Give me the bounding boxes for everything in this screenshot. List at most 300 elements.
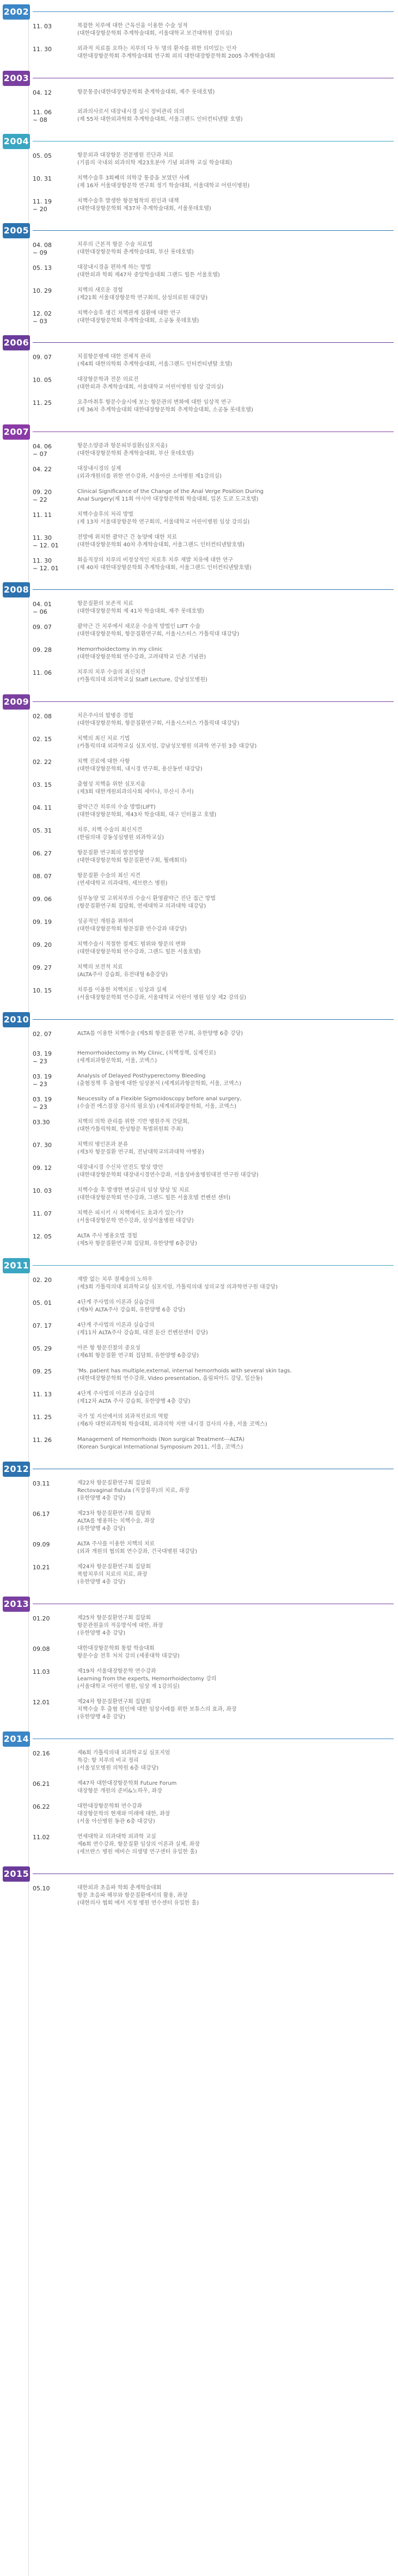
entry-line: (외과개원의를 위한 연수강좌, 서울아산 소아병원 제1강의실): [77, 473, 222, 479]
entry-spacer: [0, 981, 398, 985]
entry-spacer: [0, 663, 398, 667]
entry-date: 04. 11: [33, 804, 52, 811]
entry-description: [77, 1614, 391, 1637]
entry-line: (대한대장항문학회 연수강좌, 그랜드 힐튼 서울호텔 컨벤션 센터): [77, 1195, 231, 1201]
entry-description: [77, 1187, 391, 1202]
entry-line: 제23차 항문질환연구회 집담회: [77, 1511, 151, 1517]
entry-line: Rectovaginal fistula (직장질루)의 치료, 좌장: [77, 1488, 189, 1494]
entry-line: (ALTA주사 강습회, 유전대형 6층강당): [77, 972, 168, 978]
timeline-entry: [0, 486, 398, 505]
entry-spacer: [0, 1407, 398, 1412]
timeline-entry: [0, 509, 398, 528]
entry-description: [77, 827, 391, 842]
entry-description: [77, 918, 391, 933]
entry-date: 03. 19 ~ 23: [33, 1096, 52, 1111]
timeline-entry: [0, 1366, 398, 1384]
entry-line: (제6차 대한외과학회 학술대회, 외과의학 지란 내시경 검사의 사용, 서울 코엑스): [77, 1421, 267, 1427]
entry-line: 대장항문학과 전문 의료진: [77, 377, 139, 383]
entry-line: Neucessity of a Flexible Sigmoidoscopy before anal surgery,: [77, 1096, 242, 1102]
entry-line: 치핵의 의학 관리를 위한 기반 병원주적 간담회,: [77, 1119, 189, 1125]
entry-line: 대한대장항문학회 통합 학술대회: [77, 1646, 155, 1651]
entry-spacer: [0, 214, 398, 219]
timeline-entry: [0, 802, 398, 821]
year-divider: [33, 1019, 394, 1020]
entry-spacer: [0, 1384, 398, 1389]
entry-line: (대한외과 추계학술대회, 서울대학교 어린이병원 임상 강의실): [77, 384, 224, 390]
entry-date: 02. 22: [33, 759, 52, 766]
entry-line: 항문관원을의 적응방식에 대한, 좌장: [77, 1623, 163, 1629]
entry-line: 아픈 항 항문진찰의 중요성: [77, 1345, 140, 1351]
entry-spacer: [0, 617, 398, 621]
entry-spacer: [0, 169, 398, 173]
entry-line: (서울대장항문학회 연수강좌, 서울대학교 어린이 병원 임상 제2 강의실): [77, 995, 247, 1001]
entry-line: (대한대장항문학회, 항문질환연구회, 서울시스터스 가톨릭대 대강당): [77, 631, 240, 637]
entry-line: 치핵수술 후 출혈 원인에 대한 임상사례를 위한 보튜스의 효과, 좌장: [77, 1706, 237, 1712]
entry-line: (세계외과항문학회, 서울, 코엑스): [77, 1058, 157, 1064]
entry-description: [77, 287, 391, 302]
entry-spacer: [0, 843, 398, 848]
entry-spacer: [0, 1293, 398, 1297]
entry-spacer: [0, 281, 398, 285]
timeline-entry: [0, 150, 398, 169]
entry-description: [77, 669, 391, 684]
entry-date: 05. 13: [33, 264, 52, 272]
entry-description: [77, 1322, 391, 1337]
year-header: [0, 1011, 398, 1028]
entry-date: 10. 05: [33, 377, 52, 384]
entry-spacer: [0, 574, 398, 578]
entry-line: 항문질환 수술의 최신 지견: [77, 873, 140, 879]
entry-date: 06. 27: [33, 850, 52, 857]
entry-line: 치질항문병에 대한 전체적 관리: [77, 354, 151, 360]
timeline-entry: [0, 644, 398, 663]
entry-date: 11. 30: [33, 46, 52, 53]
timeline-entry: [0, 262, 398, 281]
entry-line: (대한대장항문학회 춘계학술대회, 부산 롯데호텔): [77, 249, 194, 255]
timeline-entry: [0, 285, 398, 304]
entry-spacer: [0, 889, 398, 893]
entry-line: 항문질환 연구회의 발전방향: [77, 850, 144, 856]
entry-date: 05. 29: [33, 1345, 52, 1352]
entry-spacer: [0, 1557, 398, 1562]
entry-description: [77, 1698, 391, 1721]
entry-date: 08. 07: [33, 873, 52, 880]
timeline-entry: [0, 756, 398, 775]
entry-description: [77, 557, 391, 572]
entry-date: 09. 28: [33, 646, 52, 654]
entry-description: [77, 646, 391, 661]
timeline-entry: [0, 352, 398, 370]
entry-date: 12. 02 ~ 03: [33, 310, 52, 325]
entry-line: 치핵수술시 적절한 절제도 범위와 항문의 변화: [77, 941, 186, 947]
entry-spacer: [0, 1504, 398, 1508]
entry-spacer: [0, 729, 398, 734]
entry-spacer: [0, 798, 398, 802]
entry-line: (서울 아산병원 동관 6층 대강당): [77, 1819, 155, 1825]
entry-date: 11. 06: [33, 669, 52, 676]
entry-spacer: [0, 912, 398, 916]
entry-spacer: [0, 1158, 398, 1162]
entry-date: 11. 13: [33, 1391, 52, 1398]
entry-date: 09. 19: [33, 919, 52, 926]
entry-line: (대한대장항문학회, 항문질환연구회, 서울시스터스 가톨릭대 대강당): [77, 720, 240, 726]
entry-line: 항문통증(대한대장항문학회 춘계학술대회, 제주 롯데호텔): [77, 89, 215, 95]
entry-line: 치핵수술후 3회째의 의학강 통증을 보였던 사례: [77, 175, 189, 181]
entry-description: [77, 89, 391, 96]
entry-description: [77, 264, 391, 279]
entry-description: [77, 376, 391, 391]
entry-line: 외과의사로서 대장내시경 실시 장비관리 의의: [77, 109, 185, 115]
entry-line: 제24차 항문질환연구회 집담회: [77, 1699, 151, 1705]
entry-description: [77, 1095, 391, 1111]
entry-spacer: [0, 1909, 398, 1913]
entry-date: 09. 07: [33, 624, 52, 631]
timeline-entry: [0, 962, 398, 981]
entry-spacer: [0, 1003, 398, 1008]
timeline-entry: [0, 711, 398, 729]
entry-description: [77, 1510, 391, 1533]
entry-line: 대장내시경의 실제: [77, 466, 121, 472]
timeline-entry: [0, 107, 398, 125]
entry-line: (대한의사 협회 에서 지정 병원 연수센터 유일한 홀): [77, 1900, 199, 1906]
entry-spacer: [0, 1797, 398, 1801]
timeline-entry: [0, 1117, 398, 1135]
entry-description: [77, 600, 391, 615]
entry-line: 제24차 항문질환연구회 집담회: [77, 1564, 151, 1570]
entry-line: 항문 초음파 해부와 항문질환에서의 활용, 좌장: [77, 1893, 188, 1899]
entry-line: 치루, 치핵 수술의 최신지견: [77, 827, 142, 833]
timeline-entry: [0, 44, 398, 62]
year-header: [0, 1730, 398, 1748]
entry-date: 09. 07: [33, 354, 52, 361]
entry-date: 10. 31: [33, 175, 52, 182]
entry-date: 02.16: [33, 1750, 50, 1757]
entry-line: 항문외과 대장항문 전문병원 진단과 치료: [77, 152, 174, 158]
entry-line: 재발 없는 치루 절제술의 노하우: [77, 1277, 153, 1283]
timeline-entry: [0, 1139, 398, 1158]
entry-line: 요추마취후 항문수술시에 보는 항문관의 변화에 대한 임상적 연구: [77, 399, 232, 405]
timeline-entry: [0, 239, 398, 258]
entry-description: [77, 1118, 391, 1133]
entry-spacer: [0, 1639, 398, 1643]
entry-line: 치핵의 병인론과 분류: [77, 1142, 128, 1148]
timeline-entry: [0, 397, 398, 416]
entry-description: [77, 1210, 391, 1225]
entry-description: [77, 941, 391, 956]
timeline-years: [0, 3, 398, 1913]
entry-line: (제12차 ALTA 주사 강습회, 유한양행 4층 강당): [77, 1398, 191, 1404]
entry-line: 전방에 위치한 괄약근 간 농양에 대한 치료: [77, 534, 177, 540]
entry-description: [77, 1345, 391, 1360]
entry-description: [77, 1390, 391, 1406]
timeline-entry: [0, 1231, 398, 1249]
entry-spacer: [0, 1204, 398, 1208]
entry-line: (대한외과 학회 제47차 중앙학술대회 그랜드 힐튼 서울호텔): [77, 272, 220, 278]
year-divider: [33, 342, 394, 343]
year-badge: 2005: [3, 223, 30, 238]
entry-spacer: [0, 416, 398, 420]
entry-spacer: [0, 1135, 398, 1139]
timeline-entry: [0, 1539, 398, 1557]
timeline-entry: [0, 1643, 398, 1662]
entry-line: (항문질환연구회 집담회, 연세대학교 의과대학 대강당): [77, 903, 206, 909]
timeline-entry: [0, 555, 398, 574]
entry-description: [77, 872, 391, 888]
entry-spacer: [0, 866, 398, 871]
entry-line: (대한대장항문학회 추계학술대회, 서울대학교 보건대학원 강의실): [77, 30, 232, 36]
entry-date: 11.02: [33, 1834, 50, 1841]
year-divider: [33, 230, 394, 231]
entry-date: 09.08: [33, 1646, 50, 1653]
entry-line: 치핵의 최신 치료 기법: [77, 736, 130, 742]
entry-line: ALTA 주사를 이용한 치핵의 치료: [77, 1541, 155, 1547]
entry-date: 06.17: [33, 1511, 50, 1518]
timeline-entry: [0, 1297, 398, 1316]
entry-date: 04. 08 ~ 09: [33, 242, 52, 256]
timeline-entry: [0, 734, 398, 752]
entry-line: (대한가톨릭학회, 한성항문 특별위원회 주최): [77, 1126, 183, 1132]
entry-line: 제19차 서울대장항문학 연수강좌: [77, 1668, 156, 1674]
entry-description: [77, 241, 391, 256]
entry-date: 10. 15: [33, 987, 52, 994]
year-badge: 2010: [3, 1012, 30, 1027]
entry-line: (유한양행 4층 강당): [77, 1714, 126, 1720]
year-divider: [33, 1265, 394, 1266]
entry-line: 항문소양증과 항문피부질환(심포지움): [77, 443, 168, 449]
entry-date: 02. 20: [33, 1277, 52, 1284]
entry-line: 대한대장항문학회 연수강좌: [77, 1803, 143, 1809]
entry-line: (제 16차 서울대장항문학 연구회 정기 학술대회, 서울대학교 어린이병원): [77, 183, 250, 189]
entry-line: 대장내시경 수신차 안전도 향상 방안: [77, 1164, 163, 1170]
entry-spacer: [0, 370, 398, 374]
entry-line: 괄약근 간 치루에서 새로운 수술적 방법인 LIFT 수술: [77, 624, 200, 630]
entry-line: (유한양행 4층 강당): [77, 1630, 126, 1636]
entry-line: 치핵은 피시키 시 치핵에서도 효과가 있는가?: [77, 1210, 184, 1216]
entry-line: (제9차 ALTA주사 강습회, 유한양행 6층 강당): [77, 1307, 186, 1313]
entry-spacer: [0, 1044, 398, 1048]
year-divider: [33, 589, 394, 590]
entry-description: [77, 353, 391, 368]
entry-spacer: [0, 1453, 398, 1457]
entry-line: (서울대학교 어린이 병원, 임상 제 1강의실): [77, 1684, 180, 1690]
year-header: [0, 133, 398, 150]
entry-description: [77, 1540, 391, 1556]
timeline-entry: [0, 464, 398, 482]
entry-line: 치핵수술후의 처리 방법: [77, 511, 133, 517]
entry-date: 11. 26: [33, 1437, 52, 1444]
entry-date: 09. 06: [33, 896, 52, 903]
entry-date: 03. 15: [33, 781, 52, 788]
entry-line: 항문수술 전후 처치 강의 (세종대학 대강당): [77, 1653, 180, 1659]
entry-date: 05.10: [33, 1885, 50, 1892]
year-badge: 2006: [3, 335, 30, 350]
timeline-entry: [0, 1389, 398, 1407]
timeline-entry: [0, 916, 398, 935]
year-badge: 2004: [3, 134, 30, 149]
timeline-entry: [0, 939, 398, 958]
entry-date: 04. 12: [33, 89, 52, 96]
entry-description: [77, 1780, 391, 1795]
entry-line: 연세대학교 의과대학 외과학 교실: [77, 1834, 156, 1840]
year-header: [0, 423, 398, 441]
entry-line: ALTA 주사 병용요법 경험: [77, 1233, 138, 1239]
entry-date: 11. 07: [33, 1210, 52, 1217]
entry-line: Anal Surgery(제 11회 아시아 대장항문학회 학술대회, 일본 도쿄 도고호텔): [77, 496, 259, 502]
entry-line: 치루의 치루 수술의 최신치견: [77, 669, 146, 675]
timeline-entry: [0, 196, 398, 214]
year-header: [0, 70, 398, 87]
entry-date: 01.20: [33, 1615, 50, 1622]
entry-date: 03.30: [33, 1119, 50, 1126]
entry-line: ALTA를 병용하는 치핵수술, 좌장: [77, 1518, 155, 1524]
timeline-entry: [0, 1562, 398, 1588]
entry-line: 항문질환의 보존적 치료: [77, 601, 133, 607]
entry-date: 06.22: [33, 1803, 50, 1810]
entry-line: 복합치루의 치료의 치료, 좌장: [77, 1572, 148, 1577]
timeline-entry: [0, 1274, 398, 1293]
entry-description: [77, 310, 391, 325]
entry-date: 11. 25: [33, 399, 52, 406]
entry-description: [77, 758, 391, 773]
entry-description: [77, 1030, 391, 1038]
entry-line: (제4회 대한의학회 추계학술대회, 서울그랜드 인터컨티넨탈 호텔): [77, 361, 232, 367]
entry-description: [77, 1299, 391, 1314]
year-badge: 2008: [3, 582, 30, 597]
entry-line: 대한외과 초음파 학회 춘계학술대회: [77, 1885, 162, 1891]
entry-line: (대한대장항문학회 항문질환연구회, 월례회의): [77, 858, 187, 864]
timeline-entry: [0, 1071, 398, 1089]
year-badge: 2015: [3, 1866, 30, 1882]
entry-spacer: [0, 192, 398, 196]
entry-date: 09. 20 ~ 22: [33, 489, 52, 503]
entry-line: (외과 개원의 협의회 연수강좌, 건국대병원 대강당): [77, 1549, 198, 1555]
entry-spacer: [0, 1227, 398, 1231]
entry-description: [77, 1436, 391, 1451]
entry-spacer: [0, 304, 398, 308]
entry-line: 출혈성 치핵을 위한 심포지움: [77, 781, 146, 787]
entry-description: [77, 1645, 391, 1660]
entry-date: 03.11: [33, 1480, 50, 1487]
entry-spacer: [0, 505, 398, 509]
entry-line: (한림의대 강동성심병원 외과학교실): [77, 835, 164, 841]
entry-description: [77, 488, 391, 503]
entry-description: [77, 152, 391, 167]
timeline-entry: [0, 985, 398, 1003]
entry-description: [77, 1141, 391, 1156]
entry-description: [77, 1050, 391, 1065]
entry-line: 대장내시경을 편하게 하는 방법: [77, 264, 151, 270]
entry-line: 4단계 주사법의 이론과 실습강의: [77, 1299, 155, 1305]
entry-date: 11. 06 ~ 08: [33, 109, 52, 124]
timeline: [0, 3, 398, 2576]
entry-line: ALTA를 이용한 치핵수술 (제5회 항문질환 연구회, 유한양행 6층 강당): [77, 1031, 243, 1037]
entry-line: Hemorrhoidectomy in My Clinic, (치핵정책, 실제진료): [77, 1050, 216, 1056]
year-badge: 2013: [3, 1597, 30, 1612]
timeline-entry: [0, 779, 398, 798]
entry-spacer: [0, 1112, 398, 1117]
entry-spacer: [0, 935, 398, 939]
year-badge: 2012: [3, 1462, 30, 1477]
entry-description: [77, 1803, 391, 1826]
entry-description: [77, 1884, 391, 1907]
entry-line: (대한대장항문학회 제37차 추계학술대회, 서울롯데호텔): [77, 206, 211, 212]
entry-line: (제3회 가톨릭의대 외과학교실 심포지엄, 가톨릭의대 성의교정 의과학연구원 대강당): [77, 1284, 278, 1290]
timeline-entry: [0, 441, 398, 459]
timeline-entry: [0, 1028, 398, 1044]
entry-line: (대한대장항문학회, 내시경 연구회, 용산동빈 대강당): [77, 766, 203, 772]
entry-date: 11. 30 ~ 12. 01: [33, 534, 59, 549]
entry-line: 복잡한 치루에 대한 근육선을 이용한 수술 성적: [77, 23, 188, 29]
timeline-entry: [0, 21, 398, 39]
year-divider: [33, 11, 394, 12]
entry-spacer: [0, 1858, 398, 1862]
timeline-entry: [0, 1883, 398, 1909]
entry-line: Management of Hemorrhoids (Non surgical Treatment---ALTA): [77, 1437, 245, 1443]
timeline-entry: [0, 1208, 398, 1227]
year-badge: 2014: [3, 1731, 30, 1747]
timeline-entry: [0, 599, 398, 617]
timeline-entry: [0, 1697, 398, 1723]
timeline-entry: [0, 1801, 398, 1827]
entry-line: 제25차 항문질환연구회 집담회: [77, 1615, 151, 1621]
entry-description: [77, 511, 391, 526]
entry-date: 05. 05: [33, 152, 52, 159]
timeline-entry: [0, 308, 398, 326]
entry-line: (제 36차 추계학술대회 대한대장항문학회 추계학술대회, 소공동 롯데호텔): [77, 407, 253, 413]
entry-line: 4단계 주사법의 이론과 실습강의: [77, 1391, 155, 1397]
timeline-entry: [0, 871, 398, 889]
entry-line: (대한대장항문학회 연수강좌, 고려대학교 인촌 기념관): [77, 654, 206, 660]
timeline-entry: [0, 1343, 398, 1361]
entry-spacer: [0, 1181, 398, 1185]
timeline-entry: [0, 1048, 398, 1067]
entry-spacer: [0, 482, 398, 486]
entry-line: 대한대장항문학회 추계학술대회 연구회 외의 대한대장항문학회 2005 추계학술대회: [77, 53, 275, 59]
entry-description: [77, 1073, 391, 1088]
entry-line: 'Ms. patient has multiple,external, internal hemorrhoids with several skin tags.: [77, 1368, 292, 1374]
entry-line: (세브란스 병원 에비슨 의생명 연구센터 유일한 홀): [77, 1849, 198, 1855]
year-badge: 2007: [3, 424, 30, 440]
entry-line: (카톨릭의대 외과학교실 심포지엄, 강남성모병원 의과학 연구원 3층 대강당): [77, 743, 257, 749]
entry-spacer: [0, 1316, 398, 1320]
entry-description: [77, 964, 391, 979]
entry-line: 국가 및 지선에서의 외과적진료의 역할: [77, 1414, 169, 1420]
entry-description: [77, 895, 391, 910]
year-header: [0, 222, 398, 239]
entry-spacer: [0, 1692, 398, 1697]
entry-date: 11. 30 ~ 12. 01: [33, 557, 59, 572]
entry-line: (제 55차 대한외과학회 추계학술대회, 서울그랜드 인터컨티넨탈 호텔): [77, 116, 243, 122]
year-header: [0, 693, 398, 711]
timeline-entry: [0, 1162, 398, 1181]
year-header: [0, 581, 398, 599]
entry-line: (대한대장항문학회 제 41차 학술대회, 제주 롯데호텔): [77, 608, 204, 614]
entry-date: 07. 17: [33, 1322, 52, 1329]
entry-date: 09.09: [33, 1541, 50, 1548]
entry-line: (유한양행 4층 강당): [77, 1526, 126, 1532]
entry-line: 치루를 이용한 치핵치료 : 임상과 실제: [77, 987, 167, 993]
entry-line: (제 13차 서울대장항문학 연구회의, 서울대학교 어린이병원 임상 강의실): [77, 519, 250, 525]
entry-description: [77, 781, 391, 796]
entry-line: 4단계 주사법의 이론과 실습강의: [77, 1322, 155, 1328]
entry-line: (유한양행 4층 강당): [77, 1495, 126, 1501]
entry-line: Clinical Significance of the Change of the Anal Verge Position During: [77, 489, 264, 495]
entry-line: (제3차 항문질환 연구회, 전남대학교의과대학 야행봉): [77, 1149, 204, 1155]
timeline-entry: [0, 1434, 398, 1453]
entry-spacer: [0, 1723, 398, 1727]
entry-line: (대한대장항문학회 연수강좌, Video presentation, 올림피아드 강당, 일산동): [77, 1376, 263, 1382]
entry-date: 10. 29: [33, 287, 52, 294]
